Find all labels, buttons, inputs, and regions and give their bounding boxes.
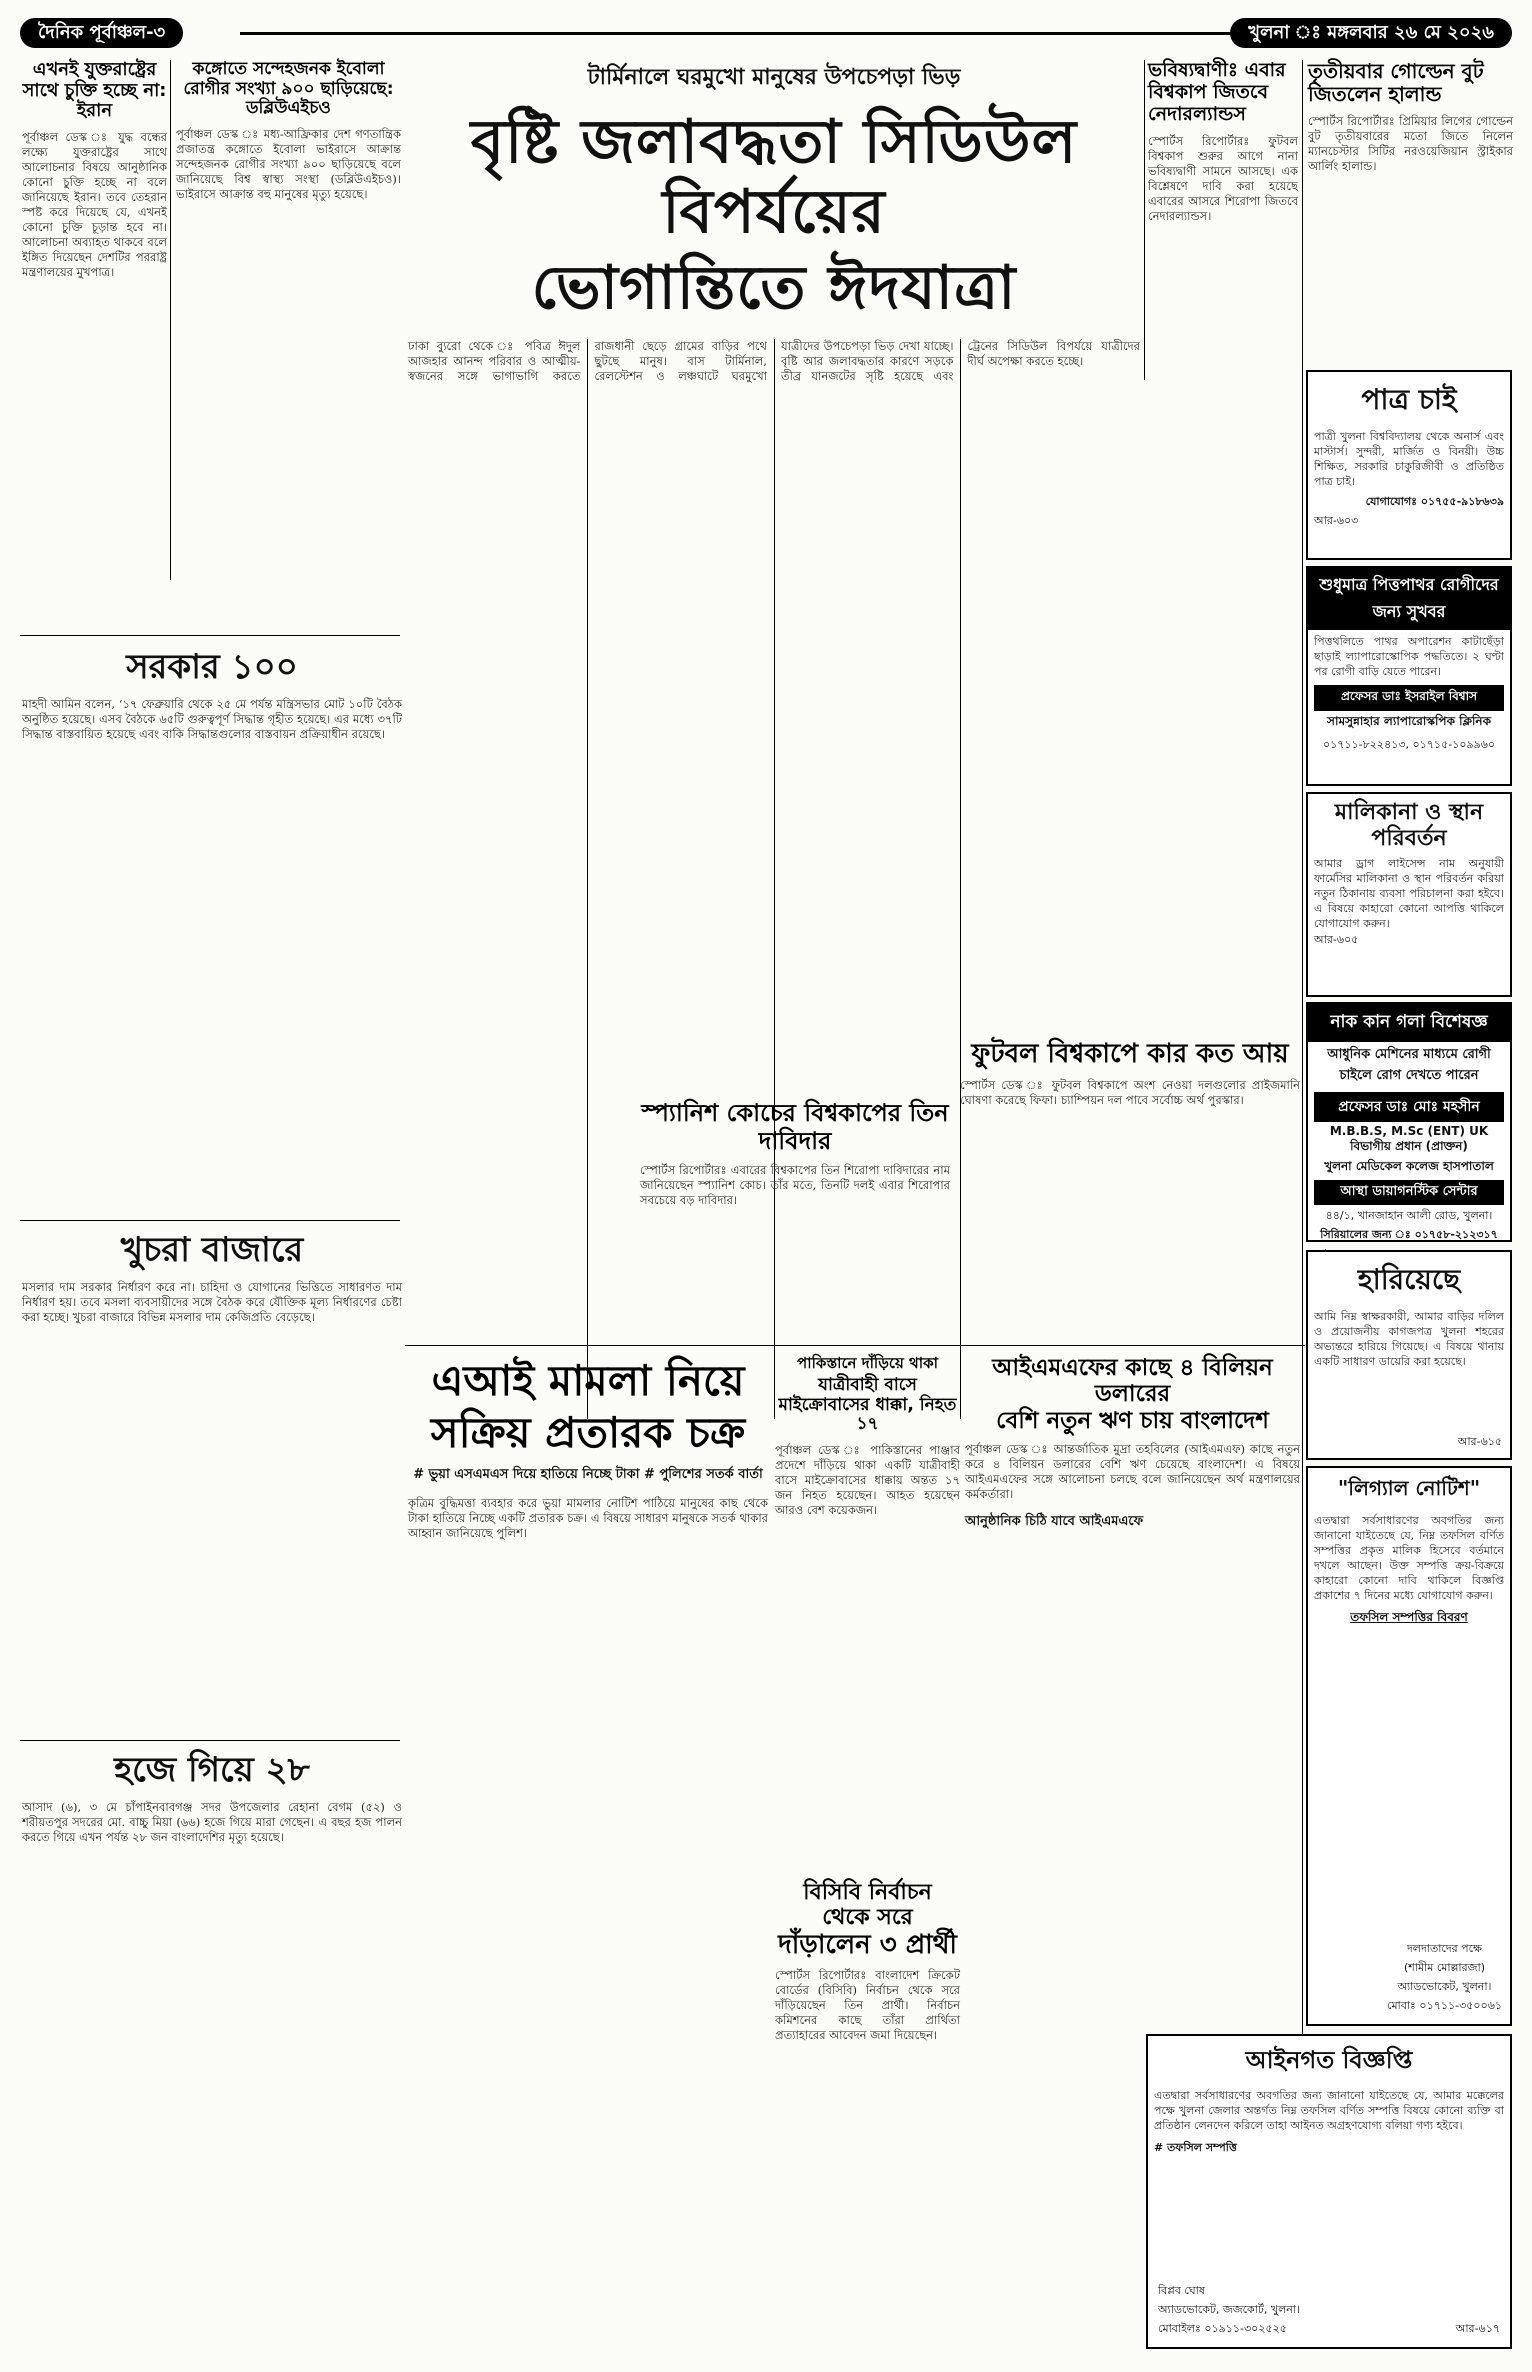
article-headline-line3: দাঁড়ালেন ৩ প্রার্থী bbox=[778, 1929, 957, 1960]
article-subhead: আনুষ্ঠানিক চিঠি যাবে আইএমএফে bbox=[965, 1514, 1144, 1530]
article-body: স্পোর্টস রিপোর্টারঃ এবারের বিশ্বকাপের তিন শিরোপা দাবিদারের নাম জানিয়েছেন স্প্যানিশ কোচ। তাঁর মতে, তিনটি দলই এবার শিরোপার সবচেয়ে বড় দাবিদার। bbox=[640, 1163, 950, 1208]
ad-place: সামসুন্নাহার ল্যাপারোস্কপিক ক্লিনিক bbox=[1327, 714, 1491, 728]
article-worldcup-money bbox=[960, 1040, 1300, 1340]
ad-title: হারিয়েছে bbox=[1357, 1263, 1461, 1296]
article-body: পূর্বাঞ্চল ডেস্ক ঃ মধ্য-আফ্রিকার দেশ গণতান্ত্রিক প্রজাতন্ত্র কঙ্গোতে ইবোলা ভাইরাসে আক্রান্ত সন্দেহজনক রোগীর সংখ্যা ৯০০ ছাড়িয়েছে বলে জানিয়েছে বিশ্ব স্বাস্থ্য সংস্থা (ডব্লিউএইচও)। ভাইরাসে আক্রান্ত বহু মানুষের মৃত্যু হয়েছে। bbox=[176, 126, 401, 201]
article-headline-line1: পাকিস্তানে দাঁড়িয়ে থাকা bbox=[797, 1354, 938, 1372]
ad-legal bbox=[1306, 1466, 1512, 2026]
article-headline: স্প্যানিশ কোচের বিশ্বকাপের তিন দাবিদার bbox=[641, 1099, 949, 1155]
article-bcb bbox=[775, 1880, 960, 2340]
section-rule bbox=[20, 1220, 400, 1221]
article-hajj bbox=[22, 1748, 402, 2348]
ad-center: আস্থা ডায়াগনস্টিক সেন্টার bbox=[1314, 1180, 1504, 1205]
ad-band: নাক কান গলা বিশেষজ্ঞ bbox=[1308, 1004, 1510, 1042]
column-rule bbox=[170, 60, 171, 580]
sign-place: অ্যাডভোকেট, খুলনা। bbox=[1397, 1980, 1492, 1993]
ad-dept: বিভাগীয় প্রধান (প্রাক্তন) bbox=[1350, 1139, 1468, 1153]
article-body: আসাদ (৬), ৩ মে চাঁপাইনবাবগঞ্জ সদর উপজেলার রেহানা বেগম (৫২) ও শরীয়তপুর সদরের মো. বাচ্চু মিয়া (৬৬) হজে গিয়ে মারা গেছেন। এ বছর হজ পালন করতে গিয়ে এখন পর্যন্ত ২৮ জন বাংলাদেশির মৃত্যু হয়েছে। bbox=[22, 1800, 402, 1844]
ad-title: মালিকানা ও স্থান পরিবর্তন bbox=[1334, 800, 1484, 851]
article-headline: ফুটবল বিশ্বকাপে কার কত আয় bbox=[971, 1039, 1289, 1069]
ad-contact: যোগাযোগঃ ০১৭৫৫-৯১৮৬৩৯ bbox=[1365, 495, 1504, 508]
article-ai-case bbox=[408, 1355, 768, 2345]
article-body: স্পোর্টস রিপোর্টারঃ বাংলাদেশ ক্রিকেট বোর্ডের (বিসিবি) নির্বাচন থেকে সরে দাঁড়িয়েছেন তিন প্রার্থী। নির্বাচন কমিশনের কাছে তাঁরা প্রার্থিতা প্রত্যাহারের আবেদন জমা দিয়েছেন। bbox=[775, 1968, 960, 2043]
ad-title: "লিগ্যাল নোটিশ" bbox=[1337, 1476, 1481, 1500]
article-headline-line2: বেশি নতুন ঋণ চায় বাংলাদেশ bbox=[996, 1407, 1269, 1434]
ad-body: আমি নিম্ন স্বাক্ষরকারী, আমার বাড়ির দলিল ও প্রয়োজনীয় কাগজপত্র খুলনা শহরের অভ্যন্তরে হারিয়ে গিয়েছে। এ বিষয়ে থানায় একটি সাধারণ ডায়েরি করা হয়েছে। bbox=[1314, 1310, 1504, 1368]
article-headline: ভবিষ্যদ্বাণীঃ এবার বিশ্বকাপ জিতবে নেদারল্যান্ডস bbox=[1148, 59, 1286, 125]
article-iran bbox=[22, 60, 167, 630]
article-headline-line2: থেকে সরে bbox=[822, 1905, 913, 1931]
ad-serial: সিরিয়ালের জন্য ঃ ০১৭৫৮-২১২৩১৭ bbox=[1320, 1228, 1498, 1241]
article-worldcup-prediction bbox=[1148, 60, 1298, 640]
dateline: খুলনা ঃ মঙ্গলবার ২৬ মে ২০২৬ bbox=[1230, 18, 1512, 48]
article-headline-line2: সক্রিয় প্রতারক চক্র bbox=[430, 1408, 746, 1457]
article-pakistan bbox=[775, 1355, 960, 1875]
ad-body: এতদ্বারা সর্বসাধারণের অবগতির জন্য জানানো যাইতেছে যে, নিম্ন তফসিল বর্ণিত সম্পত্তির প্রকৃত মালিক হিসেবে বর্তমানে দখলে আছেন। উক্ত সম্পত্তি ক্রয়-বিক্রয়ে কাহারো কোনো দাবি থাকিলে বিজ্ঞপ্তি প্রকাশের ৭ দিনের মধ্যে যোগাযোগ করুন। bbox=[1314, 1514, 1504, 1602]
article-headline: খুচরা বাজারে bbox=[120, 1230, 304, 1270]
lead-headline-line2: ভোগান্তিতে ঈদযাত্রা bbox=[531, 253, 1017, 323]
masthead-bar bbox=[20, 18, 1512, 50]
article-headline: সরকার ১০০ bbox=[126, 647, 298, 687]
ad-notice bbox=[1146, 2034, 1512, 2349]
article-headline-line2: যাত্রীবাহী বাসে মাইক্রোবাসের ধাক্কা, নিহত ১৭ bbox=[778, 1375, 957, 1435]
article-body: মসলার দাম সরকার নির্ধারণ করে না। চাহিদা ও যোগানের ভিত্তিতে সাধারণত দাম নির্ধারণ হয়। তবে মসলা ব্যবসায়ীদের সঙ্গে বৈঠক করে যৌক্তিক মূল্য নির্ধারণের চেষ্টা করা হচ্ছে। খুচরা বাজারে বিভিন্ন মসলার দাম কেজিপ্রতি বেড়েছে। bbox=[22, 1280, 402, 1324]
article-body: স্পোর্টস রিপোর্টারঃ প্রিমিয়ার লিগের গোল্ডেন বুট তৃতীয়বারের মতো জিতে নিলেন ম্যানচেস্টার সিটির নরওয়েজিয়ান স্ট্রাইকার আর্লিং হালান্ড। bbox=[1308, 114, 1513, 173]
ad-address: ৪৪/১, খানজাহান আলী রোড, খুলনা। bbox=[1325, 1209, 1493, 1222]
masthead-rule bbox=[240, 32, 1262, 35]
ad-lost bbox=[1306, 1250, 1512, 1460]
article-headline-line1: বিসিবি নির্বাচন bbox=[803, 1880, 932, 1905]
sign-phone: মোবাঃ ০১৭১১-৩৫০০৬১ bbox=[1386, 1999, 1502, 2012]
article-body: পূর্বাঞ্চল ডেস্ক ঃ পাকিস্তানের পাঞ্জাব প্রদেশে দাঁড়িয়ে থাকা একটি যাত্রীবাহী বাসে মাইক্রোবাসের ধাক্কায় অন্তত ১৭ জন নিহত হয়েছেন। আহত হয়েছেন আরও বেশ কয়েকজন। bbox=[775, 1442, 960, 1517]
article-body: কৃত্রিম বুদ্ধিমত্তা ব্যবহার করে ভুয়া মামলার নোটিশ পাঠিয়ে মানুষের কাছ থেকে টাকা হাতিয়ে নিচ্ছে একটি প্রতারক চক্র। এ বিষয়ে সাধারণ মানুষকে সতর্ক থাকার আহ্বান জানিয়েছে পুলিশ। bbox=[408, 1496, 768, 1540]
ad-title: আইনগত বিজ্ঞপ্তি bbox=[1245, 2046, 1413, 2074]
ad-band: শুধুমাত্র পিত্তপাথর রোগীদের জন্য সুখবর bbox=[1308, 568, 1510, 630]
ad-degree: M.B.B.S, M.Sc (ENT) UK bbox=[1329, 1124, 1489, 1138]
section-rule bbox=[20, 1740, 400, 1741]
ad-body: এতদ্বারা সর্বসাধারণের অবগতির জন্য জানানো যাইতেছে যে, আমার মক্কেলের পক্ষে খুলনা জেলার অন্তর্গত নিম্ন তফসিল বর্ণিত সম্পত্তি বিষয়ে কোনো ব্যক্তি বা প্রতিষ্ঠান লেনদেন করিলে তাহা আইনত অগ্রহণযোগ্য বলিয়া গণ্য হইবে। bbox=[1154, 2089, 1504, 2132]
page-label: দৈনিক পূর্বাঞ্চল-৩ bbox=[20, 18, 183, 48]
ad-patro bbox=[1306, 370, 1512, 560]
sign-name: বিপ্লব ঘোষ bbox=[1158, 2284, 1205, 2297]
article-sarkar bbox=[22, 645, 402, 1215]
article-headline: হজে গিয়ে ২৮ bbox=[114, 1750, 310, 1790]
article-golden-boot bbox=[1308, 60, 1513, 360]
ad-schedule: # তফসিল সম্পত্তি bbox=[1154, 2141, 1237, 2154]
sign-place: অ্যাডভোকেট, জজকোর্ট, খুলনা। bbox=[1158, 2303, 1300, 2316]
ad-title: পাত্র চাই bbox=[1361, 383, 1457, 416]
ad-code: আর-৬০৫ bbox=[1314, 933, 1359, 946]
article-body: মাহদী আমিন বলেন, ‘১৭ ফেব্রুয়ারি থেকে ২৫ মে পর্যন্ত মন্ত্রিসভার মোট ১০টি বৈঠক অনুষ্ঠিত হয়েছে। এসব বৈঠকে ৬৫টি গুরুত্বপূর্ণ সিদ্ধান্ত গৃহীত হয়েছে। এর মধ্যে ৩৭টি সিদ্ধান্ত বাস্তবায়িত হয়েছে এবং বাকি সিদ্ধান্তগুলোর বাস্তবায়ন প্রক্রিয়াধীন রয়েছে। bbox=[22, 697, 402, 741]
article-body: স্পোর্টস রিপোর্টারঃ ফুটবল বিশ্বকাপ শুরুর আগে নানা ভবিষ্যদ্বাণী সামনে আসছে। এক বিশ্লেষণে দাবি করা হয়েছে এবারের আসরে শিরোপা জিতবে নেদারল্যান্ডস। bbox=[1148, 133, 1298, 223]
article-headline-line1: এআই মামলা নিয়ে bbox=[431, 1356, 745, 1405]
ad-body: আমার ড্রাগ লাইসেন্স নাম অনুযায়ী ফার্মেসির মালিকানা ও স্থান পরিবর্তন করিয়া নতুন ঠিকানায় ব্যবসা পরিচালনা করা হইবে। এ বিষয়ে কাহারো কোনো আপত্তি থাকিলে যোগাযোগ করুন। bbox=[1314, 857, 1504, 930]
lead-kicker: টার্মিনালে ঘরমুখো মানুষের উপচেপড়া ভিড় bbox=[587, 65, 961, 90]
article-headline: তৃতীয়বার গোল্ডেন বুট জিতলেন হালান্ড bbox=[1308, 59, 1484, 106]
article-body-continued bbox=[22, 284, 167, 704]
column-rule bbox=[1144, 60, 1145, 380]
ad-body: পাত্রী খুলনা বিশ্ববিদ্যালয় থেকে অনার্স এবং মাস্টার্স। সুন্দরী, মার্জিত ও বিনয়ী। উচ্চ শিক্ষিত, সরকারি চাকুরিজীবী ও প্রতিষ্ঠিত পাত্র চাই। bbox=[1314, 430, 1504, 488]
article-body: পূর্বাঞ্চল ডেস্ক ঃ যুদ্ধ বন্ধের লক্ষ্যে যুক্তরাষ্ট্রের সাথে আলোচনার বিষয়ে আনুষ্ঠানিক কোনো চুক্তি হচ্ছে না বলে জানিয়েছে ইরান। তবে তেহরান স্পষ্ট করে দিয়েছে যে, এখনই কোনো চুক্তি চূড়ান্ত হবে না। আলোচনা অব্যাহত থাকবে বলে ইঙ্গিত দিয়েছেন দেশটির পররাষ্ট্র মন্ত্রণালয়ের মুখপাত্র। bbox=[22, 130, 167, 280]
article-spanish-coach bbox=[640, 1100, 950, 1340]
article-ebola bbox=[176, 60, 401, 630]
ad-sub: আধুনিক মেশিনের মাধ্যমে রোগী চাইলে রোগ দেখতে পারেন bbox=[1327, 1047, 1491, 1083]
article-body: স্পোর্টস ডেস্ক ঃ ফুটবল বিশ্বকাপে অংশ নেওয়া দলগুলোর প্রাইজমানি ঘোষণা করেছে ফিফা। চ্যাম্পিয়ন দল পাবে সর্বোচ্চ অর্থ পুরস্কার। bbox=[960, 1077, 1300, 1107]
sign-name: (শামীম মোল্লারজা) bbox=[1403, 1961, 1485, 1974]
ad-schedule: তফসিল সম্পত্তির বিবরণ bbox=[1350, 1610, 1468, 1624]
article-body: পূর্বাঞ্চল ডেস্ক ঃ আন্তর্জাতিক মুদ্রা তহবিলের (আইএমএফ) কাছে নতুন করে ৪ বিলিয়ন ডলারের বেশি ঋণ চেয়েছে বাংলাদেশ। এ বিষয়ে আইএমএফের সঙ্গে আলোচনা চলছে বলে জানিয়েছেন অর্থ মন্ত্রণালয়ের কর্মকর্তারা। bbox=[965, 1442, 1300, 1502]
sign-phone: মোবাইলঃ ০১৯১১-৩০২৫২৫ bbox=[1158, 2322, 1287, 2335]
article-headline: কঙ্গোতে সন্দেহজনক ইবোলা রোগীর সংখ্যা ৯০০ ছাড়িয়েছে: ডব্লিউএইচও bbox=[183, 59, 394, 119]
ad-body: পিত্তথলিতে পাথর অপারেশন কাটাছেঁড়া ছাড়াই ল্যাপারোস্কোপিক পদ্ধতিতে। ২ ঘণ্টা পর রোগী বাড়ি যেতে পারেন। bbox=[1314, 635, 1504, 678]
ad-college: খুলনা মেডিকেল কলেজ হাসপাতাল bbox=[1324, 1159, 1494, 1173]
article-headline-line1: আইএমএফের কাছে ৪ বিলিয়ন ডলারের bbox=[992, 1355, 1273, 1408]
ad-clinic bbox=[1306, 566, 1512, 786]
ad-ent bbox=[1306, 1002, 1512, 1242]
lead-headline-line1: বৃষ্টি জলাবদ্ধতা সিডিউল বিপর্যয়ের bbox=[470, 107, 1078, 247]
sign-role: দলদাতাদের পক্ষে bbox=[1407, 1942, 1482, 1955]
ad-code: আর-৬১৫ bbox=[1457, 1435, 1502, 1448]
article-subhead: # ভুয়া এসএমএস দিয়ে হাতিয়ে নিচ্ছে টাকা # পুলিশের সতর্ক বার্তা bbox=[413, 1467, 763, 1482]
article-headline: এখনই যুক্তরাষ্ট্রের সাথে চুক্তি হচ্ছে না: ইরান bbox=[22, 59, 167, 122]
ad-code: আর-৬০৩ bbox=[1314, 514, 1359, 527]
ad-phone: ০১৭১১-৮২২৪১৩, ০১৭১৫-১০৯৯৬০ bbox=[1322, 738, 1496, 751]
lead-body: ঢাকা ব্যুরো থেকে ঃ পবিত্র ঈদুল আজহার আনন্দ পরিবার ও আত্মীয়-স্বজনের সঙ্গে ভাগাভাগি করতে রাজধানী ছেড়ে গ্রামের বাড়ির পথে ছুটছে মানুষ। বাস টার্মিনাল, রেলস্টেশন ও লঞ্চঘাটে ঘরমুখো যাত্রীদের উপচেপড়া ভিড় দেখা যাচ্ছে। বৃষ্টি আর জলাবদ্ধতার কারণে সড়কে তীব্র যানজটের সৃষ্টি হয়েছে এবং ট্রেনের সিডিউল বিপর্যয়ে যাত্রীদের দীর্ঘ অপেক্ষা করতে হচ্ছে। bbox=[408, 339, 1140, 383]
ad-doctor: প্রফেসর ডাঃ মোঃ মহসীন bbox=[1314, 1092, 1504, 1122]
ad-code: আর-৬১৭ bbox=[1455, 2322, 1500, 2335]
column-rule bbox=[1302, 60, 1303, 2340]
article-retail bbox=[22, 1228, 402, 1738]
ad-doctor: প্রফেসর ডাঃ ইসরাইল বিশ্বাস bbox=[1314, 685, 1504, 711]
ad-ownership bbox=[1306, 792, 1512, 997]
